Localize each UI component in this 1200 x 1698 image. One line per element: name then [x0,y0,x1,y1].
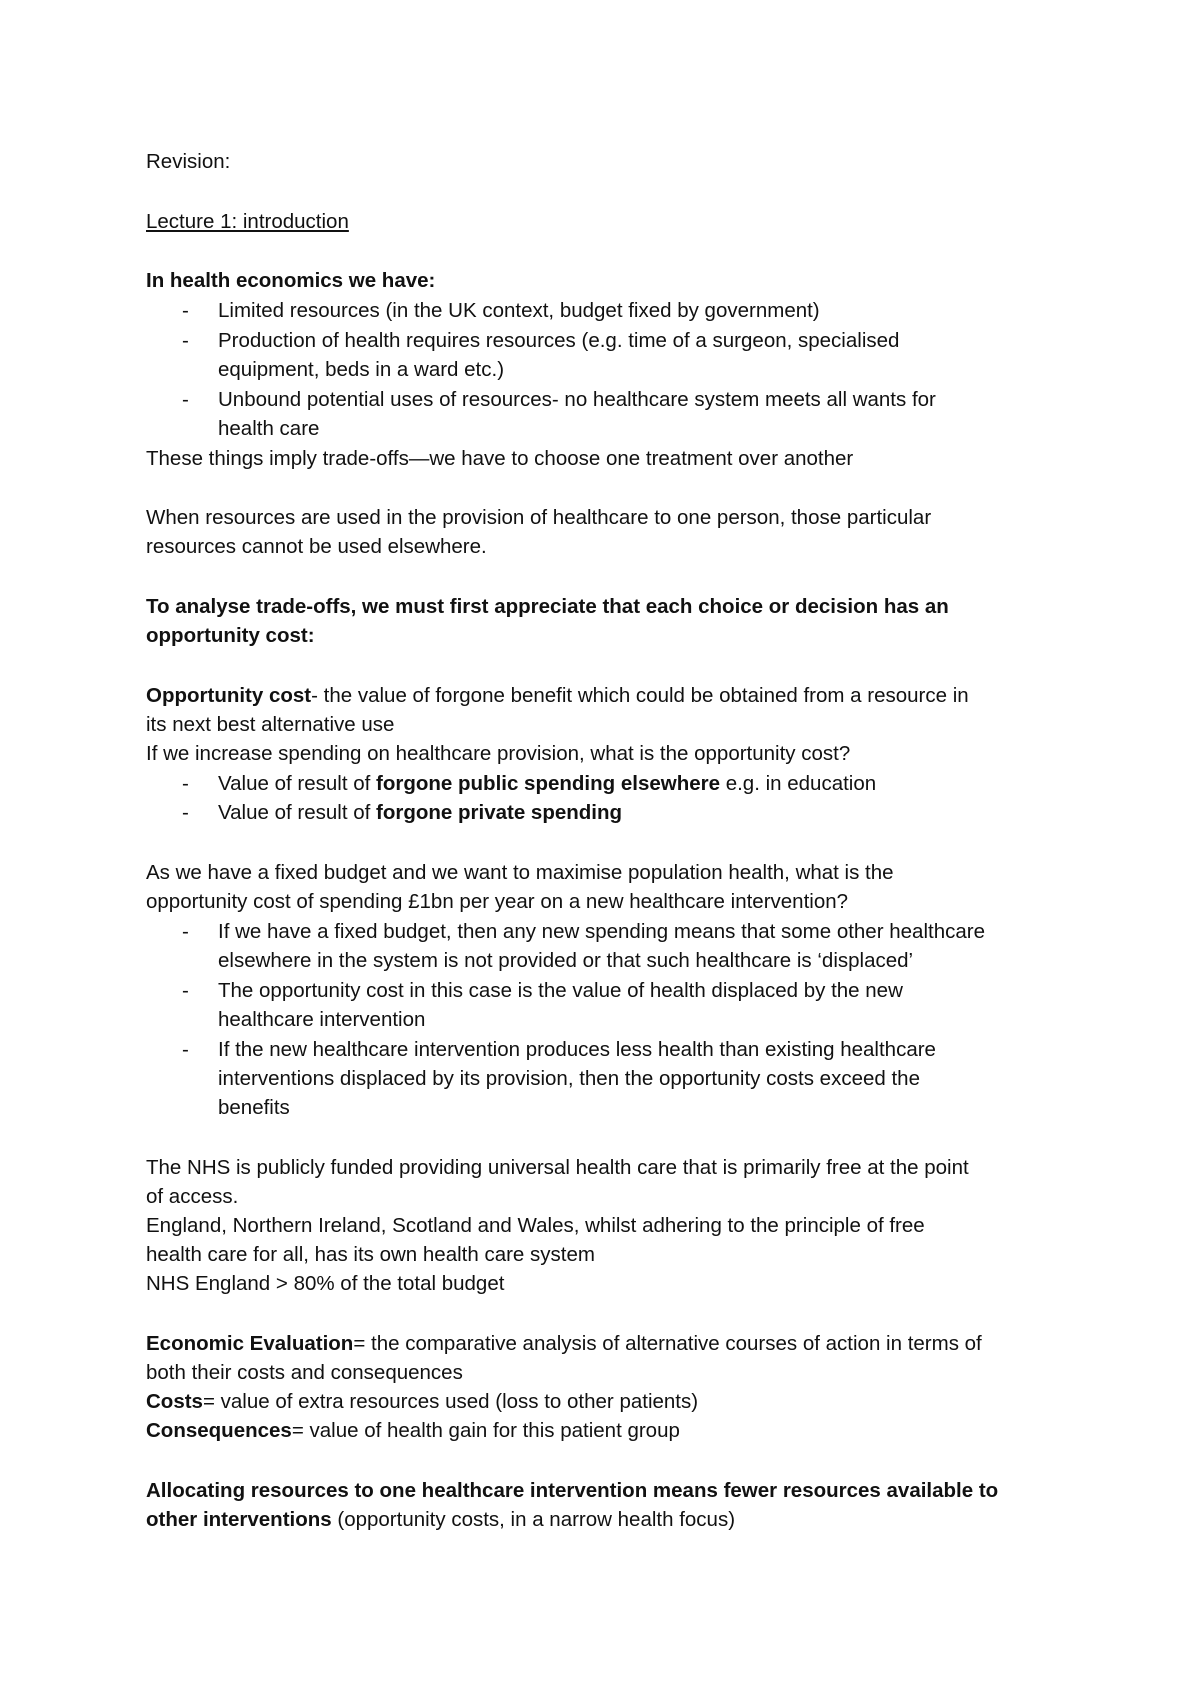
nhs-para-line5: NHS England > 80% of the total budget [146,1272,505,1295]
list1-item3-line1: Unbound potential uses of resources- no healthcare system meets all wants for [218,388,936,411]
economic-evaluation-definition: Economic Evaluation= the comparative analysis of alternative courses of action in terms of [146,1332,982,1355]
health-econ-heading: In health economics we have: [146,269,436,292]
bullet-dash: - [182,979,189,1002]
opportunity-cost-term: Opportunity cost [146,684,312,707]
nhs-para-line3: England, Northern Ireland, Scotland and Wales, whilst adhering to the principle of free [146,1214,925,1237]
list3-item3-line2: interventions displaced by its provision, then the opportunity costs exceed the [218,1067,920,1090]
economic-evaluation-term: Economic Evaluation [146,1332,354,1355]
bullet-dash: - [182,299,189,322]
list3-item1-line2: elsewhere in the system is not provided or that such healthcare is ‘displaced’ [218,949,914,972]
costs-definition: Costs= value of extra resources used (loss to other patients) [146,1390,699,1413]
bullet-dash: - [182,1038,189,1061]
list3-item1-line1: If we have a fixed budget, then any new spending means that some other healthcare [218,920,985,943]
bullet-dash: - [182,801,189,824]
analyse-para-line1: To analyse trade-offs, we must first appreciate that each choice or decision has an [146,595,949,618]
nhs-para-line4: health care for all, has its own health care system [146,1243,595,1266]
list1-item1-line1: Limited resources (in the UK context, budget fixed by government) [218,299,820,322]
bullet-dash: - [182,329,189,352]
list3-item3-line3: benefits [218,1096,290,1119]
allocating-line2: other interventions (opportunity costs, in a narrow health focus) [146,1508,736,1531]
consequences-term: Consequences [146,1419,292,1442]
opportunity-cost-definition-line2: its next best alternative use [146,713,395,736]
nhs-para-line1: The NHS is publicly funded providing universal health care that is primarily free at the point [146,1156,969,1179]
list1-item2-line1: Production of health requires resources (e.g. time of a surgeon, specialised [218,329,900,352]
costs-term: Costs [146,1390,203,1413]
list1-item2-line2: equipment, beds in a ward etc.) [218,358,505,381]
list3-item2-line1: The opportunity cost in this case is the value of health displaced by the new [218,979,903,1002]
bullet-dash: - [182,772,189,795]
resources-para-line1: When resources are used in the provision of healthcare to one person, those particular [146,506,932,529]
opportunity-cost-definition: Opportunity cost- the value of forgone benefit which could be obtained from a resource in [146,684,969,707]
revision-label: Revision: [146,150,231,173]
list3-item3-line1: If the new healthcare intervention produces less health than existing healthcare [218,1038,936,1061]
fixed-budget-para-line1: As we have a fixed budget and we want to maximise population health, what is the [146,861,894,884]
nhs-para-line2: of access. [146,1185,239,1208]
spending-question: If we increase spending on healthcare provision, what is the opportunity cost? [146,742,851,765]
allocating-line1: Allocating resources to one healthcare intervention means fewer resources available to [146,1479,999,1502]
tradeoffs-line: These things imply trade-offs—we have to choose one treatment over another [146,447,854,470]
resources-para-line2: resources cannot be used elsewhere. [146,535,487,558]
bullet-dash: - [182,388,189,411]
list2-item2: Value of result of forgone private spending [218,801,623,824]
lecture-title: Lecture 1: introduction [146,210,349,233]
bullet-dash: - [182,920,189,943]
economic-evaluation-definition-line2: both their costs and consequences [146,1361,463,1384]
list1-item3-line2: health care [218,417,320,440]
list2-item1: Value of result of forgone public spending elsewhere e.g. in education [218,772,877,795]
consequences-definition: Consequences= value of health gain for this patient group [146,1419,680,1442]
fixed-budget-para-line2: opportunity cost of spending £1bn per year on a new healthcare intervention? [146,890,849,913]
list3-item2-line2: healthcare intervention [218,1008,426,1031]
analyse-para-line2: opportunity cost: [146,624,315,647]
